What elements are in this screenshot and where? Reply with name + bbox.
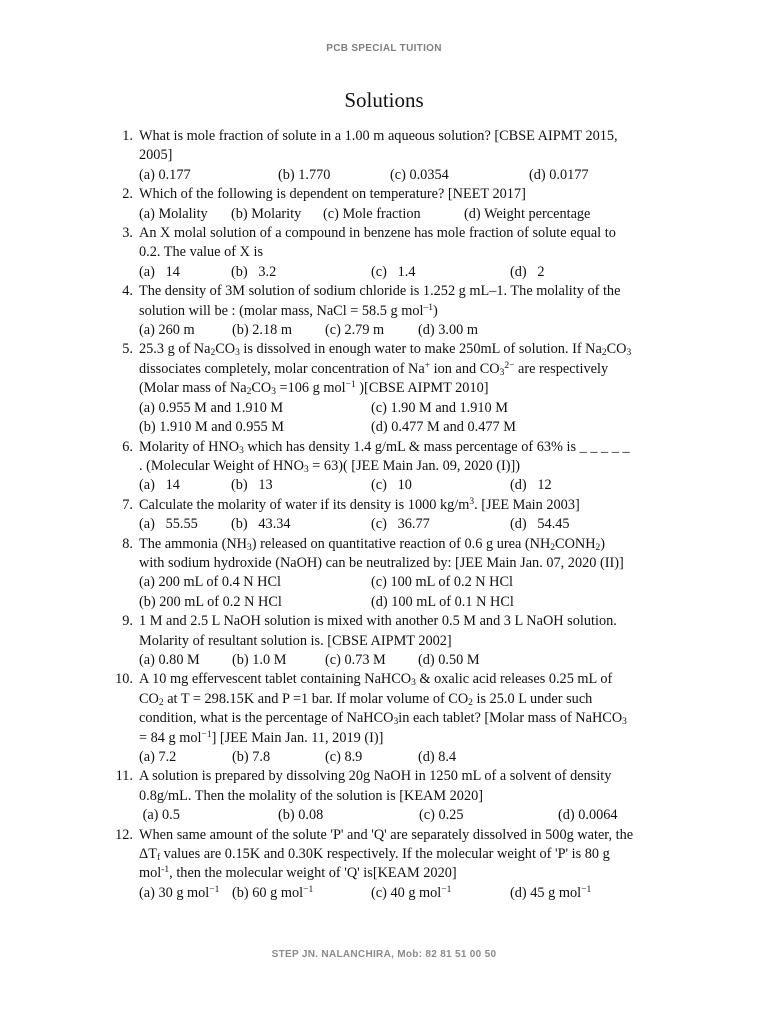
option-d: (d) 45 g mol$^{-1}$ <box>510 884 592 901</box>
options-row <box>139 593 680 612</box>
question-2 <box>110 185 680 224</box>
question-text-line: Molarity of $HNO_3$ which has density 1.4 g/mL & mass percentage of 63% is _ _ _ _ _ <box>139 438 630 456</box>
question-text-line: dissociates completely, molar concentration of Na+ ion and $CO_3^{2-}$ are respectively <box>139 360 609 378</box>
options-row <box>139 476 680 495</box>
question-3 <box>110 224 680 282</box>
question-text-line: 1 M and 2.5 L NaOH solution is mixed with another 0.5 M and 3 L NaOH solution. <box>139 613 617 630</box>
question-list <box>110 127 680 903</box>
option-a: (a) 30 g mol$^{-1}$ <box>139 884 220 901</box>
question-text-line: When same amount of the solute 'P' and 'Q' are separately dissolved in 500g water, the <box>139 826 634 843</box>
question-text-line: An X molal solution of a compound in benzene has mole fraction of solute equal to <box>139 225 616 242</box>
option-d: (d) 0.477 M and 0.477 M <box>371 419 516 436</box>
question-text-line: $\Delta T_f$ values are 0.15K and 0.30K respectively. If the molecular weight of 'P' is 80 g <box>139 846 610 864</box>
question-number: 3. <box>122 225 133 242</box>
options-row <box>139 205 680 224</box>
option-c: (c) 0.73 M <box>325 651 386 668</box>
option-a: (a) 200 mL of 0.4 N HCl <box>139 574 282 591</box>
option-d: (d) Weight percentage <box>464 205 591 222</box>
option-c: (c) 1.4 <box>371 263 416 280</box>
question-text-line: . (Molecular Weight of $HNO_3 = 63$)( [JEE Main Jan. 09, 2020 (I)]) <box>139 457 521 475</box>
question-text-line: = 84 g mol$^{-1}$] [JEE Main Jan. 11, 2019 (I)] <box>139 729 384 746</box>
options-row <box>139 884 680 903</box>
option-b: (b) 1.770 <box>278 166 331 183</box>
page-title: Solutions <box>344 88 424 112</box>
option-d: (d) 0.0177 <box>529 166 589 183</box>
option-b: (b) 2.18 m <box>232 322 292 339</box>
option-c: (c) 8.9 <box>325 749 363 765</box>
option-a: (a) 260 m <box>139 322 195 339</box>
question-number: 9. <box>122 613 133 630</box>
question-text-line: Which of the following is dependent on temperature? [NEET 2017] <box>139 186 526 203</box>
question-9 <box>110 612 680 670</box>
options-row <box>139 399 680 418</box>
options-row <box>139 573 680 592</box>
option-c: (c) Mole fraction <box>323 205 421 222</box>
question-number: 7. <box>122 496 133 513</box>
option-a: (a) 7.2 <box>139 749 177 765</box>
question-number: 11. <box>115 768 133 785</box>
option-b: (b) 3.2 <box>231 263 277 280</box>
question-11 <box>110 767 680 825</box>
question-text-line: with sodium hydroxide (NaOH) can be neutralized by: [JEE Main Jan. 07, 2020 (II)] <box>139 554 624 571</box>
question-text-line: solution will be : (molar mass, NaCl = 58.5 g mol$^{-1}$) <box>139 302 438 319</box>
question-12 <box>110 826 680 904</box>
option-b: (b) Molarity <box>231 205 302 222</box>
question-text-line: Calculate the molarity of water if its density is 1000 $kg/m^3$. [JEE Main 2003] <box>139 496 580 513</box>
options-row <box>139 651 680 670</box>
page-footer: STEP JN. NALANCHIRA, Mob: 82 81 51 00 50 <box>271 949 497 960</box>
option-d: (d) 3.00 m <box>418 322 478 339</box>
question-text-line: A solution is prepared by dissolving 20g NaOH in 1250 mL of a solvent of density <box>139 768 612 785</box>
question-number: 12. <box>115 826 133 843</box>
option-b: (b) 1.0 M <box>232 651 287 668</box>
option-b: (b) 1.910 M and 0.955 M <box>139 419 284 436</box>
options-row <box>139 515 680 534</box>
question-4 <box>110 282 680 340</box>
question-text-line: What is mole fraction of solute in a 1.00 m aqueous solution? [CBSE AIPMT 2015, <box>139 128 618 144</box>
option-d: (d) 12 <box>510 477 552 494</box>
question-number: 10. <box>115 671 133 688</box>
option-b: (b) 0.08 <box>278 807 324 824</box>
options-row <box>139 263 680 282</box>
question-text-line: 0.8g/mL. Then the molality of the solution is [KEAM 2020] <box>139 787 484 804</box>
question-text-line: condition, what is the percentage of NaHCO$_3$in each tablet? [Molar mass of NaHCO$_3$ <box>139 710 627 728</box>
option-b: (b) 13 <box>231 477 273 494</box>
option-d: (d) 0.50 M <box>418 651 480 668</box>
option-c: (c) 100 mL of 0.2 N HCl <box>371 574 514 591</box>
option-a: (a) 0.955 M and 1.910 M <box>139 399 284 416</box>
option-a: (a) 0.177 <box>139 166 191 183</box>
question-5 <box>110 340 680 437</box>
option-a: (a) 14 <box>139 477 180 494</box>
option-d: (d) 100 mL of 0.1 N HCl <box>371 593 514 610</box>
question-number: 2. <box>122 186 133 203</box>
options-row <box>139 166 680 185</box>
options-row <box>139 806 680 825</box>
option-a: (a) 0.5 <box>139 807 180 824</box>
option-b: (b) 43.34 <box>231 516 291 533</box>
question-text-line: 2005] <box>139 147 173 164</box>
option-a: (a) 0.80 M <box>139 651 200 668</box>
question-10 <box>110 670 680 767</box>
option-c: (c) 1.90 M and 1.910 M <box>371 399 508 416</box>
option-c: (c) 0.0354 <box>390 166 449 183</box>
options-row <box>139 418 680 437</box>
question-text-line: A 10 mg effervescent tablet containing NaHCO$_3$ & oxalic acid releases 0.25 mL of <box>139 671 613 689</box>
option-b: (b) 60 g mol$^{-1}$ <box>232 884 314 901</box>
question-text-line: 25.3 g of $Na_2CO_3$ is dissolved in enough water to make 250mL of solution. If $Na_2CO_3$ <box>139 341 632 359</box>
question-text-line: Molarity of resultant solution is. [CBSE AIPMT 2002] <box>139 632 452 649</box>
question-text-line: (Molar mass of $Na_2CO_3 =106$ g mol$^{-1}$ )[CBSE AIPMT 2010] <box>139 380 489 398</box>
question-text-line: The ammonia $(NH_3)$ released on quantitative reaction of 0.6 g urea $(NH_2CONH_2)$ <box>139 535 606 553</box>
option-b: (b) 200 mL of 0.2 N HCl <box>139 593 282 610</box>
option-c: (c) 0.25 <box>419 807 464 824</box>
option-c: (c) 2.79 m <box>325 322 385 339</box>
option-c: (c) 40 g mol$^{-1}$ <box>371 884 452 901</box>
option-a: (a) Molality <box>139 205 208 222</box>
question-text-line: mol$^{-1}$, then the molecular weight of 'Q' is[KEAM 2020] <box>139 865 457 882</box>
option-d: (d) 2 <box>510 263 545 280</box>
question-text-line: $CO_2$ at T = 298.15K and P =1 bar. If molar volume of $CO_2$ is 25.0 L under such <box>139 690 593 708</box>
question-text-line: The density of 3M solution of sodium chloride is 1.252 g mL–1. The molality of the <box>139 283 621 300</box>
options-row <box>139 748 680 767</box>
question-1 <box>110 127 680 185</box>
page-header: PCB SPECIAL TUITION <box>326 43 442 54</box>
option-d: (d) 54.45 <box>510 516 570 533</box>
option-d: (d) 8.4 <box>418 749 457 765</box>
question-number: 4. <box>122 283 133 300</box>
option-a: (a) 14 <box>139 263 180 280</box>
option-c: (c) 36.77 <box>371 516 430 533</box>
question-number: 8. <box>122 535 133 552</box>
question-number: 5. <box>122 341 133 358</box>
question-text-line: 0.2. The value of X is <box>139 244 264 261</box>
option-a: (a) 55.55 <box>139 516 198 533</box>
option-b: (b) 7.8 <box>232 749 271 765</box>
option-d: (d) 0.0064 <box>558 807 618 824</box>
option-c: (c) 10 <box>371 477 412 494</box>
question-number: 1. <box>122 128 133 144</box>
options-row <box>139 321 680 340</box>
question-7 <box>110 496 680 535</box>
question-8 <box>110 535 680 613</box>
question-6 <box>110 438 680 496</box>
question-number: 6. <box>122 438 133 455</box>
